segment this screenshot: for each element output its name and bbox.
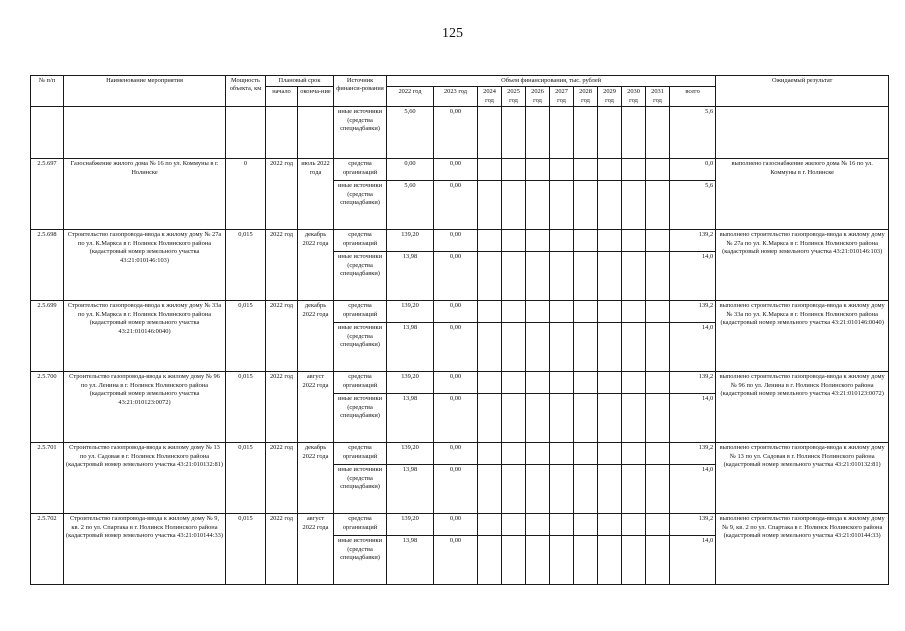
item-value-2025	[502, 159, 526, 181]
table-row	[31, 372, 889, 394]
item-value-2022: 13,98	[387, 323, 434, 372]
item-source-1: средства организаций	[334, 514, 387, 536]
item-result: выполнено газоснабжение жилого дома № 16 по ул. Коммуны в г. Нолинске	[716, 159, 889, 230]
item-value-2028	[574, 514, 598, 536]
item-value-2023: 0,00	[434, 323, 478, 372]
item-value-2029	[598, 443, 622, 465]
item-end: август 2022 года	[298, 514, 334, 585]
item-value-2028	[574, 536, 598, 585]
header-y2031: 2031 год	[646, 87, 670, 107]
item-value-2026	[526, 514, 550, 536]
item-value-2022: 139,20	[387, 443, 434, 465]
header-power: Мощность объекта, км	[226, 76, 266, 107]
cont-start	[266, 107, 298, 159]
item-value-2031	[646, 514, 670, 536]
item-value-2024	[478, 394, 502, 443]
cont-y2029	[598, 107, 622, 159]
item-value-total: 5,6	[670, 181, 716, 230]
header-plan-term: Плановый срок	[266, 76, 334, 87]
header-num: № п/п	[31, 76, 64, 107]
header-y2030: 2030 год	[622, 87, 646, 107]
item-value-total: 139,2	[670, 372, 716, 394]
item-value-2025	[502, 443, 526, 465]
item-value-total: 14,0	[670, 323, 716, 372]
item-value-2030	[622, 159, 646, 181]
item-value-2028	[574, 465, 598, 514]
item-source-2: иные источники (средства спецнадбавки)	[334, 394, 387, 443]
item-source-1: средства организаций	[334, 159, 387, 181]
item-value-2022: 139,20	[387, 372, 434, 394]
item-value-total: 139,2	[670, 301, 716, 323]
item-end: декабрь 2022 года	[298, 230, 334, 301]
item-value-2022: 139,20	[387, 230, 434, 252]
item-value-2022: 13,98	[387, 252, 434, 301]
item-value-2029	[598, 465, 622, 514]
item-source-2: иные источники (средства спецнадбавки)	[334, 465, 387, 514]
item-value-total: 0,0	[670, 159, 716, 181]
item-value-2031	[646, 301, 670, 323]
item-number: 2.5.700	[31, 372, 64, 443]
item-value-2027	[550, 372, 574, 394]
item-number: 2.5.697	[31, 159, 64, 230]
item-start: 2022 год	[266, 230, 298, 301]
header-y2025: 2025 год	[502, 87, 526, 107]
item-source-2: иные источники (средства спецнадбавки)	[334, 181, 387, 230]
page-number: 125	[442, 26, 463, 41]
cont-power	[226, 107, 266, 159]
item-value-2031	[646, 181, 670, 230]
table-row	[31, 301, 889, 323]
item-value-2029	[598, 181, 622, 230]
item-value-2024	[478, 252, 502, 301]
item-value-2028	[574, 443, 598, 465]
item-value-2030	[622, 301, 646, 323]
item-value-2023: 0,00	[434, 372, 478, 394]
item-power: 0,015	[226, 230, 266, 301]
item-value-2024	[478, 230, 502, 252]
item-value-2030	[622, 443, 646, 465]
item-value-2023: 0,00	[434, 465, 478, 514]
item-start: 2022 год	[266, 301, 298, 372]
item-value-2022: 139,20	[387, 514, 434, 536]
item-value-2022: 13,98	[387, 394, 434, 443]
item-power: 0,015	[226, 301, 266, 372]
table-row	[31, 443, 889, 465]
item-value-2031	[646, 536, 670, 585]
item-value-2023: 0,00	[434, 230, 478, 252]
item-value-2029	[598, 536, 622, 585]
item-end: июль 2022 года	[298, 159, 334, 230]
item-value-2029	[598, 372, 622, 394]
item-value-2023: 0,00	[434, 536, 478, 585]
item-value-2029	[598, 514, 622, 536]
item-value-2030	[622, 514, 646, 536]
header-y2027: 2027 год	[550, 87, 574, 107]
item-value-2030	[622, 394, 646, 443]
item-name: Строительство газопровода-ввода к жилому дому № 27а по ул. К.Маркса в г. Нолинск Нолинского района (кадастровый номер земельного участка 43:21:010146:103)	[64, 230, 226, 301]
item-value-2031	[646, 252, 670, 301]
item-end: декабрь 2022 года	[298, 301, 334, 372]
item-value-2030	[622, 323, 646, 372]
cont-result	[716, 107, 889, 159]
item-number: 2.5.698	[31, 230, 64, 301]
item-value-2026	[526, 394, 550, 443]
item-value-2031	[646, 372, 670, 394]
item-value-2022: 5,60	[387, 181, 434, 230]
item-value-2025	[502, 536, 526, 585]
item-value-2031	[646, 323, 670, 372]
item-value-2027	[550, 323, 574, 372]
item-power: 0,015	[226, 443, 266, 514]
item-value-total: 14,0	[670, 536, 716, 585]
item-value-2027	[550, 514, 574, 536]
item-value-2028	[574, 159, 598, 181]
item-value-2026	[526, 465, 550, 514]
item-value-2022: 139,20	[387, 301, 434, 323]
item-value-2026	[526, 372, 550, 394]
item-value-total: 139,2	[670, 514, 716, 536]
item-value-2023: 0,00	[434, 301, 478, 323]
item-value-2025	[502, 394, 526, 443]
item-source-1: средства организаций	[334, 443, 387, 465]
item-value-2024	[478, 372, 502, 394]
item-value-2030	[622, 230, 646, 252]
item-number: 2.5.699	[31, 301, 64, 372]
item-value-2028	[574, 252, 598, 301]
header-source: Источник финанси-рования	[334, 76, 387, 107]
continuation-row	[31, 107, 889, 159]
item-value-total: 14,0	[670, 465, 716, 514]
item-value-2024	[478, 323, 502, 372]
cont-end	[298, 107, 334, 159]
header-y2022: 2022 год	[387, 87, 434, 107]
item-value-2028	[574, 181, 598, 230]
item-value-2031	[646, 465, 670, 514]
item-source-1: средства организаций	[334, 230, 387, 252]
item-number: 2.5.702	[31, 514, 64, 585]
item-value-2028	[574, 301, 598, 323]
header-start: начало	[266, 87, 298, 107]
header-end: оконча-ние	[298, 87, 334, 107]
item-value-2028	[574, 372, 598, 394]
item-value-2024	[478, 514, 502, 536]
item-value-2025	[502, 465, 526, 514]
item-name: Строительство газопровода-ввода к жилому дому № 96 по ул. Ленина в г. Нолинск Нолинского района (кадастровый номер земельного участка 43:21:010123:0072)	[64, 372, 226, 443]
item-value-2026	[526, 181, 550, 230]
item-value-2028	[574, 394, 598, 443]
item-value-2025	[502, 301, 526, 323]
cont-source: иные источники (средства спецнадбавки)	[334, 107, 387, 159]
item-value-2027	[550, 394, 574, 443]
item-value-2023: 0,00	[434, 443, 478, 465]
item-value-2023: 0,00	[434, 394, 478, 443]
header-row	[31, 76, 889, 87]
item-value-2031	[646, 443, 670, 465]
item-start: 2022 год	[266, 443, 298, 514]
item-power: 0,015	[226, 372, 266, 443]
header-y2024: 2024 год	[478, 87, 502, 107]
item-value-2028	[574, 230, 598, 252]
item-end: декабрь 2022 года	[298, 443, 334, 514]
item-value-2025	[502, 323, 526, 372]
item-source-2: иные источники (средства спецнадбавки)	[334, 536, 387, 585]
item-value-2026	[526, 159, 550, 181]
header-y2029: 2029 год	[598, 87, 622, 107]
item-power: 0,015	[226, 514, 266, 585]
item-number: 2.5.701	[31, 443, 64, 514]
header-funding: Объем финансирования, тыс. рублей	[387, 76, 716, 87]
item-value-2023: 0,00	[434, 181, 478, 230]
item-value-2026	[526, 252, 550, 301]
item-value-2030	[622, 372, 646, 394]
cont-name	[64, 107, 226, 159]
item-value-2024	[478, 536, 502, 585]
item-value-2027	[550, 443, 574, 465]
item-value-2027	[550, 159, 574, 181]
item-value-2024	[478, 159, 502, 181]
item-value-2025	[502, 252, 526, 301]
item-result: выполнено строительство газопровода-ввода к жилому дому № 9, кв. 2 по ул. Спартака в г. Нолинск Нолинского района (кадастровый номер земельного участка 43:21:010144:33)	[716, 514, 889, 585]
funding-table	[30, 75, 889, 585]
item-value-2027	[550, 181, 574, 230]
item-value-2030	[622, 181, 646, 230]
item-value-2027	[550, 230, 574, 252]
cont-y2026	[526, 107, 550, 159]
item-value-2026	[526, 323, 550, 372]
item-value-2029	[598, 252, 622, 301]
table-row	[31, 159, 889, 181]
item-value-2029	[598, 323, 622, 372]
item-value-2023: 0,00	[434, 252, 478, 301]
cont-y2030	[622, 107, 646, 159]
item-start: 2022 год	[266, 372, 298, 443]
header-result: Ожидаемый результат	[716, 76, 889, 107]
item-value-2025	[502, 372, 526, 394]
item-name: Строительство газопровода-ввода к жилому дому № 13 по ул. Садовая в г. Нолинск Нолинского района (кадастровый номер земельного участка 43:21:010132:81)	[64, 443, 226, 514]
item-value-2030	[622, 536, 646, 585]
item-value-2031	[646, 230, 670, 252]
cont-y2025	[502, 107, 526, 159]
item-name: Строительство газопровода-ввода к жилому дому № 33а по ул. К.Маркса в г. Нолинск Нолинского района (кадастровый номер земельного участка 43:21:010146:0040)	[64, 301, 226, 372]
item-value-2026	[526, 443, 550, 465]
item-name: Газоснабжение жилого дома № 16 по ул. Коммуны в г. Нолинске	[64, 159, 226, 230]
item-value-2030	[622, 465, 646, 514]
item-source-1: средства организаций	[334, 372, 387, 394]
cont-y2024	[478, 107, 502, 159]
item-value-2030	[622, 252, 646, 301]
item-source-2: иные источники (средства спецнадбавки)	[334, 323, 387, 372]
header-y2023: 2023 год	[434, 87, 478, 107]
item-source-1: средства организаций	[334, 301, 387, 323]
item-value-2029	[598, 394, 622, 443]
item-value-2029	[598, 159, 622, 181]
item-value-2024	[478, 465, 502, 514]
cont-y2023: 0,00	[434, 107, 478, 159]
item-value-2026	[526, 301, 550, 323]
item-value-2025	[502, 181, 526, 230]
cont-num	[31, 107, 64, 159]
item-source-2: иные источники (средства спецнадбавки)	[334, 252, 387, 301]
cont-total: 5,6	[670, 107, 716, 159]
item-value-total: 139,2	[670, 230, 716, 252]
item-value-2022: 0,00	[387, 159, 434, 181]
item-name: Строительство газопровода-ввода к жилому дому № 9, кв. 2 по ул. Спартака в г. Нолинск Нолинского района (кадастровый номер земельного участка 43:21:010144:33)	[64, 514, 226, 585]
item-value-2027	[550, 465, 574, 514]
item-value-2025	[502, 514, 526, 536]
cont-y2022: 5,60	[387, 107, 434, 159]
item-start: 2022 год	[266, 514, 298, 585]
item-value-2024	[478, 301, 502, 323]
header-total: всего	[670, 87, 716, 107]
cont-y2028	[574, 107, 598, 159]
item-value-2025	[502, 230, 526, 252]
item-value-2031	[646, 159, 670, 181]
table-row	[31, 230, 889, 252]
item-result: выполнено строительство газопровода-ввода к жилому дому № 13 по ул. Садовая в г. Нолинск Нолинского района (кадастровый номер земельного участка 43:21:010132:81)	[716, 443, 889, 514]
item-value-2024	[478, 181, 502, 230]
item-value-2026	[526, 230, 550, 252]
item-result: выполнено строительство газопровода-ввода к жилому дому № 96 по ул. Ленина в г. Нолинск Нолинского района (кадастровый номер земельного участка 43:21:010123:0072)	[716, 372, 889, 443]
item-value-2022: 13,98	[387, 536, 434, 585]
item-value-2023: 0,00	[434, 159, 478, 181]
item-value-total: 14,0	[670, 252, 716, 301]
item-value-2023: 0,00	[434, 514, 478, 536]
item-value-total: 14,0	[670, 394, 716, 443]
item-value-2022: 13,98	[387, 465, 434, 514]
item-start: 2022 год	[266, 159, 298, 230]
header-y2026: 2026 год	[526, 87, 550, 107]
item-value-2029	[598, 230, 622, 252]
header-name: Наименование мероприятия	[64, 76, 226, 107]
item-value-2029	[598, 301, 622, 323]
item-value-2027	[550, 252, 574, 301]
item-value-2024	[478, 443, 502, 465]
item-value-2027	[550, 301, 574, 323]
item-value-2031	[646, 394, 670, 443]
item-value-2026	[526, 536, 550, 585]
table-row	[31, 514, 889, 536]
item-value-total: 139,2	[670, 443, 716, 465]
cont-y2031	[646, 107, 670, 159]
cont-y2027	[550, 107, 574, 159]
item-end: август 2022 года	[298, 372, 334, 443]
header-y2028: 2028 год	[574, 87, 598, 107]
item-power: 0	[226, 159, 266, 230]
item-result: выполнено строительство газопровода-ввода к жилому дому № 33а по ул. К.Маркса в г. Нолинск Нолинского района (кадастровый номер земельного участка 43:21:010146:0040)	[716, 301, 889, 372]
item-value-2027	[550, 536, 574, 585]
item-result: выполнено строительство газопровода-ввода к жилому дому № 27а по ул. К.Маркса в г. Нолинск Нолинского района (кадастровый номер земельного участка 43:21:010146:103)	[716, 230, 889, 301]
item-value-2028	[574, 323, 598, 372]
